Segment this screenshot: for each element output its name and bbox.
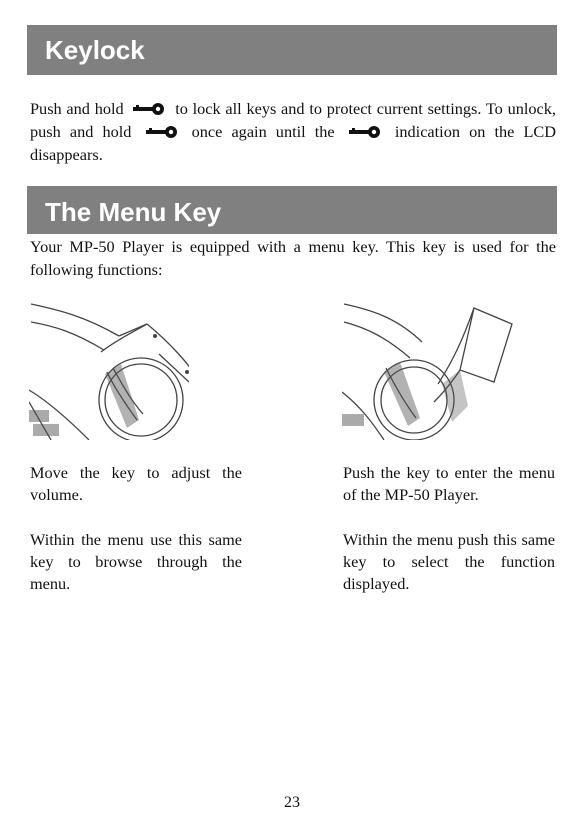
menu-key-right-paragraph-2: Within the menu push this same key to select the function displayed. [343,530,555,593]
menu-key-intro: Your MP-50 Player is equipped with a menu key. This key is used for the following functions: [30,237,556,279]
menu-key-heading: The Menu Key [27,186,557,234]
keylock-paragraph [30,97,556,166]
menu-key-left-paragraph-1: Move the key to adjust the volume. [30,463,242,504]
key-lock-icon [145,125,179,139]
keylock-text-3: once again until the [191,122,335,141]
menu-key-push-illustration [342,302,518,440]
keylock-text-1: Push and hold [30,99,124,118]
menu-key-right-paragraph-1: Push the key to enter the menu of the MP-50 Player. [343,463,555,504]
keylock-heading: Keylock [27,25,557,75]
key-lock-icon [348,125,382,139]
menu-key-rotate-illustration [29,302,189,440]
key-lock-icon [132,102,166,116]
keylock-text-4: indication on the LCD disappears. [30,122,557,164]
keylock-text-2: to lock all keys and to protect current settings. To unlock, push and hold [30,99,556,141]
menu-key-left-paragraph-2: Within the menu use this same key to browse through the menu. [30,530,242,593]
page-number: 23 [284,794,300,811]
